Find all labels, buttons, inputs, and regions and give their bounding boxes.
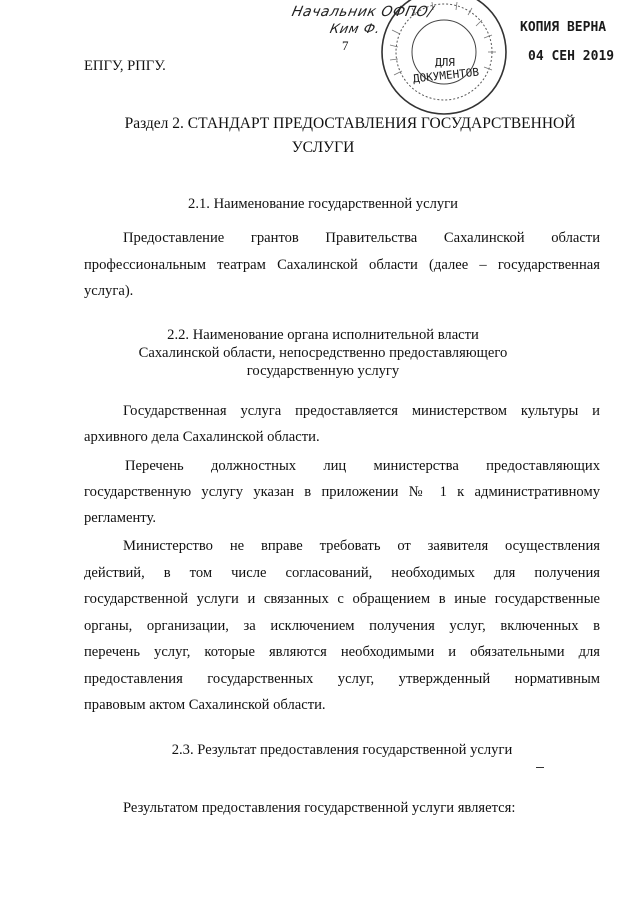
paragraph-4-line5: перечень услуг, которые являются необходимыми и обязательными для — [84, 644, 600, 660]
page-number: 7 — [342, 38, 349, 53]
paragraph-2-line2: архивного дела Сахалинской области. — [84, 429, 320, 445]
paragraph-4-line4: органы, организации, за исключением получения услуг, включенных в — [84, 618, 600, 634]
top-left-text: ЕПГУ, РПГУ. — [84, 58, 166, 74]
paragraph-2-line1: Государственная услуга предоставляется министерством культуры и — [123, 403, 600, 419]
section-title-line2: УСЛУГИ — [291, 139, 355, 156]
paragraph-3-line1: Перечень должностных лиц министерства предоставляющих — [125, 458, 600, 474]
paragraph-1-line1: Предоставление грантов Правительства Сахалинской области — [123, 230, 600, 246]
heading-2-3: 2.3. Результат предоставления государственной услуги — [171, 742, 513, 758]
paragraph-1-line3: услуга). — [84, 283, 134, 299]
heading-2-2-line2: Сахалинской области, непосредственно предоставляющего — [138, 345, 508, 361]
heading-2-2-line1: 2.2. Наименование органа исполнительной власти — [167, 327, 479, 343]
round-stamp-text-1: ДЛЯ — [435, 56, 455, 69]
paragraph-1-line2: профессиональным театрам Сахалинской области (далее – государственная — [84, 257, 600, 273]
handwritten-note-line1: Начальник ОФПО/ — [290, 4, 435, 20]
paragraph-5-line1: Результатом предоставления государственной услуги является: — [123, 800, 516, 816]
date-stamp: 04 СЕН 2019 — [528, 49, 615, 64]
paragraph-4-line1: Министерство не вправе требовать от заявителя осуществления — [123, 538, 600, 554]
handwritten-note-line2: Ким Ф. — [328, 22, 382, 37]
paragraph-4-line7: правовым актом Сахалинской области. — [84, 697, 326, 713]
section-title-line1: Раздел 2. СТАНДАРТ ПРЕДОСТАВЛЕНИЯ ГОСУДАРСТВЕННОЙ — [124, 115, 576, 132]
heading-2-1: 2.1. Наименование государственной услуги — [188, 196, 458, 212]
paragraph-4-line6: предоставления государственных услуг, утвержденный нормативным — [84, 671, 600, 687]
scan-mark — [536, 767, 544, 768]
paragraph-4-line2: действий, в том числе согласований, необходимых для получения — [84, 565, 600, 581]
heading-2-2-line3: государственную услугу — [246, 363, 400, 379]
round-stamp-text-2: ДОКУМЕНТОВ — [412, 65, 480, 86]
paragraph-4-line3: государственной услуги и связанных с обращением в иные государственные — [84, 591, 600, 607]
copy-verified-stamp: КОПИЯ ВЕРНА — [520, 20, 607, 35]
paragraph-3-line3: регламенту. — [84, 510, 156, 526]
paragraph-3-line2: государственную услугу указан в приложении № 1 к административному — [84, 484, 600, 500]
